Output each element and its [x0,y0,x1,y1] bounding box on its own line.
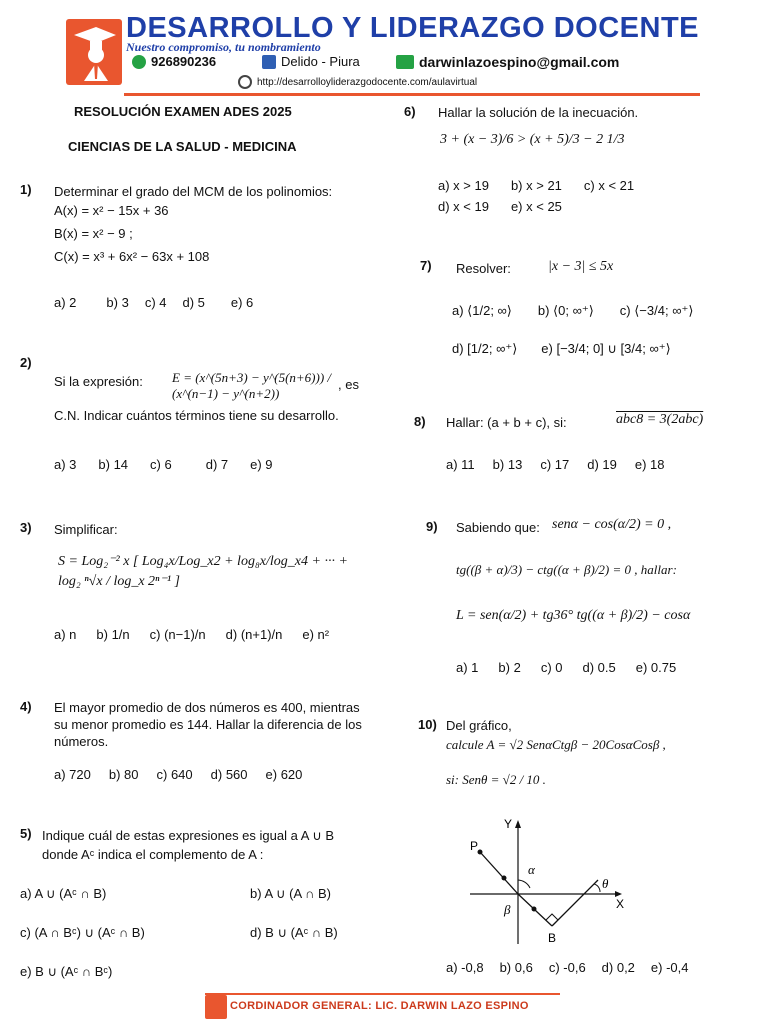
q4-option-e[interactable]: e) 620 [265,767,303,782]
q7-option-e[interactable]: e) [−3/4; 0] ∪ [3/4; ∞⁺⟩ [541,341,671,356]
q4-options [54,767,302,782]
graduate-logo-icon [66,19,122,85]
q10-theta-label: θ [602,876,609,891]
q10-option-b[interactable]: b) 0,6 [499,960,533,975]
q10-beta-label: β [504,902,511,917]
q1-option-e[interactable]: e) 6 [230,295,254,310]
q9-option-b[interactable]: b) 2 [498,660,521,675]
q9-option-c[interactable]: c) 0 [540,660,563,675]
q8-option-e[interactable]: e) 18 [634,457,665,472]
footer-coordinator: CORDINADOR GENERAL: LIC. DARWIN LAZO ESPINO [230,1000,529,1012]
brand-title: DESARROLLO Y LIDERAZGO DOCENTE [126,12,700,44]
q9-options [456,660,676,675]
q5-number: 5) [20,826,32,841]
q1-option-a[interactable]: a) 2 [54,295,77,310]
q6-option-b[interactable]: b) x > 21 [510,178,562,193]
q8-option-d[interactable]: d) 19 [587,457,617,472]
q5-text: Indique cuál de estas expresiones es igual a A ∪ B donde Aᶜ indica el complemento de A : [42,828,335,862]
q9-expression-2: tg((β + α)/3) − ctg((α + β)/2) = 0 , hallar: [456,562,677,577]
q9-number: 9) [426,519,438,534]
q10-p-label: P [470,839,479,853]
website-url[interactable]: http://desarrolloyliderazgodocente.com/aulavirtual [257,76,478,88]
globe-icon [238,75,252,89]
q8-text: Hallar: (a + b + c), si: [446,415,567,430]
q7-option-b[interactable]: b) ⟨0; ∞⁺⟩ [537,303,594,318]
q8-option-c[interactable]: c) 17 [540,457,570,472]
q2-option-a[interactable]: a) 3 [54,457,77,472]
phone-contact [132,54,216,69]
q4-option-a[interactable]: a) 720 [54,767,91,782]
q3-text: Simplificar: [54,522,118,537]
footer-divider [205,993,560,995]
q10-figure [460,812,660,944]
footer-logo-icon [205,995,227,1019]
q1-option-b[interactable]: b) 3 [106,295,129,310]
exam-title: RESOLUCIÓN EXAMEN ADES 2025 [74,104,292,119]
q3-options [54,627,329,642]
q7-text: Resolver: [456,261,511,276]
q10-text: Del gráfico, [446,718,512,733]
q10-options [446,960,689,975]
q8-expression: abc8 = 3(2abc) [616,412,704,427]
q6-option-d[interactable]: d) x < 19 [438,199,489,214]
q9-option-d[interactable]: d) 0.5 [582,660,616,675]
q3-option-b[interactable]: b) 1/n [96,627,130,642]
q1-option-d[interactable]: d) 5 [182,295,205,310]
q2-text-after: , es [338,377,359,392]
q9-expression-3: L = sen(α/2) + tg36° tg((α + β)/2) − cosα [456,608,691,623]
q3-option-c[interactable]: c) (n−1)/n [149,627,206,642]
q1-options [54,295,253,310]
q5-option-d[interactable]: d) B ∪ (Aᶜ ∩ B) [250,925,338,940]
q9-expression-1: senα − cos(α/2) = 0 , [552,517,672,532]
q7-options-row1 [452,303,693,319]
q8-options [446,457,665,472]
q3-expression: S = Log₂⁻² x [ Log₄x/Log_x2 + log₈x/log_x4 + ··· + log₂ ⁿ√x / log_x 2ⁿ⁻¹ ] [58,554,348,589]
q2-option-c[interactable]: c) 6 [150,457,172,472]
q10-expression-1: calcule A = √2 SenαCtgβ − 20CosαCosβ , [446,737,666,752]
q8-option-b[interactable]: b) 13 [492,457,523,472]
q6-expression: 3 + (x − 3)/6 > (x + 5)/3 − 2 1/3 [440,132,625,147]
q3-option-e[interactable]: e) n² [302,627,330,642]
q4-text: El mayor promedio de dos números es 400, mientras su menor promedio es 144. Hallar la diferencia de los números. [54,700,362,749]
q7-number: 7) [420,258,432,273]
q10-alpha-label: α [528,862,535,877]
q2-option-e[interactable]: e) 9 [250,457,273,472]
q3-option-a[interactable]: a) n [54,627,77,642]
q2-text-2: C.N. Indicar cuántos términos tiene su desarrollo. [54,408,339,423]
q3-option-d[interactable]: d) (n+1)/n [225,627,283,642]
q2-options [54,457,273,472]
facebook-contact [262,54,360,69]
q6-option-c[interactable]: c) x < 21 [583,178,635,193]
q2-text-before: Si la expresión: [54,374,143,389]
email-icon [396,55,414,69]
q1-option-c[interactable]: c) 4 [144,295,167,310]
q7-option-d[interactable]: d) [1/2; ∞⁺⟩ [452,341,518,356]
email-address: darwinlazoespino@gmail.com [419,54,620,70]
q7-options-row2 [452,341,671,357]
q10-b-label: B [548,931,557,944]
q9-option-a[interactable]: a) 1 [456,660,479,675]
q10-option-c[interactable]: c) -0,6 [548,960,586,975]
q8-number: 8) [414,414,426,429]
q4-option-d[interactable]: d) 560 [210,767,248,782]
q6-number: 6) [404,104,416,119]
phone-number: 926890236 [151,54,217,69]
q7-option-c[interactable]: c) ⟨−3/4; ∞⁺⟩ [619,303,694,318]
logo [66,19,122,85]
q1-line-a: A(x) = x² − 15x + 36 [54,203,169,218]
q10-option-a[interactable]: a) -0,8 [446,960,484,975]
q1-line-c: C(x) = x³ + 6x² − 63x + 108 [54,249,210,264]
q6-options-row2 [438,199,562,214]
q7-expression: |x − 3| ≤ 5x [548,259,614,274]
q5-option-a[interactable]: a) A ∪ (Aᶜ ∩ B) [20,886,107,901]
q6-options-row1 [438,178,634,193]
q1-number: 1) [20,182,32,197]
q5-option-e[interactable]: e) B ∪ (Aᶜ ∩ Bᶜ) [20,964,113,979]
facebook-icon [262,55,276,69]
q2-number: 2) [20,355,32,370]
q1-text: Determinar el grado del MCM de los polinomios: [54,184,333,199]
q4-option-b[interactable]: b) 80 [108,767,139,782]
q4-option-c[interactable]: c) 640 [156,767,193,782]
q10-number: 10) [418,717,437,732]
q8-option-a[interactable]: a) 11 [446,457,475,472]
q2-expression: E = (x^(5n+3) − y^(5(n+6))) / (x^(n−1) − y^(n+2)) [172,370,332,401]
q9-option-e[interactable]: e) 0.75 [635,660,677,675]
q9-text: Sabiendo que: [456,520,540,535]
q6-option-e[interactable]: e) x < 25 [510,199,562,214]
q10-option-d[interactable]: d) 0,2 [601,960,635,975]
facebook-name: Delido - Piura [281,54,360,69]
q5-option-c[interactable]: c) (A ∩ Bᶜ) ∪ (Aᶜ ∩ B) [20,925,145,940]
email-contact [396,54,619,70]
header-divider [124,93,700,96]
q6-option-a[interactable]: a) x > 19 [438,178,489,193]
area-title: CIENCIAS DE LA SALUD - MEDICINA [68,139,297,154]
website-row [238,75,477,89]
q10-expression-2: si: Senθ = √2 / 10 . [446,772,546,787]
slogan: Nuestro compromiso, tu nombramiento [126,40,321,54]
q2-option-b[interactable]: b) 14 [98,457,129,472]
q7-option-a[interactable]: a) ⟨1/2; ∞⟩ [452,303,512,318]
q1-line-b: B(x) = x² − 9 ; [54,226,133,241]
q10-y-label: Y [504,817,513,831]
q2-option-d[interactable]: d) 7 [205,457,229,472]
whatsapp-icon [132,55,146,69]
q10-x-label: X [616,897,625,911]
q10-option-e[interactable]: e) -0,4 [650,960,689,975]
q4-number: 4) [20,699,32,714]
q6-text: Hallar la solución de la inecuación. [438,105,639,120]
q5-option-b[interactable]: b) A ∪ (A ∩ B) [250,886,331,901]
q3-number: 3) [20,520,32,535]
